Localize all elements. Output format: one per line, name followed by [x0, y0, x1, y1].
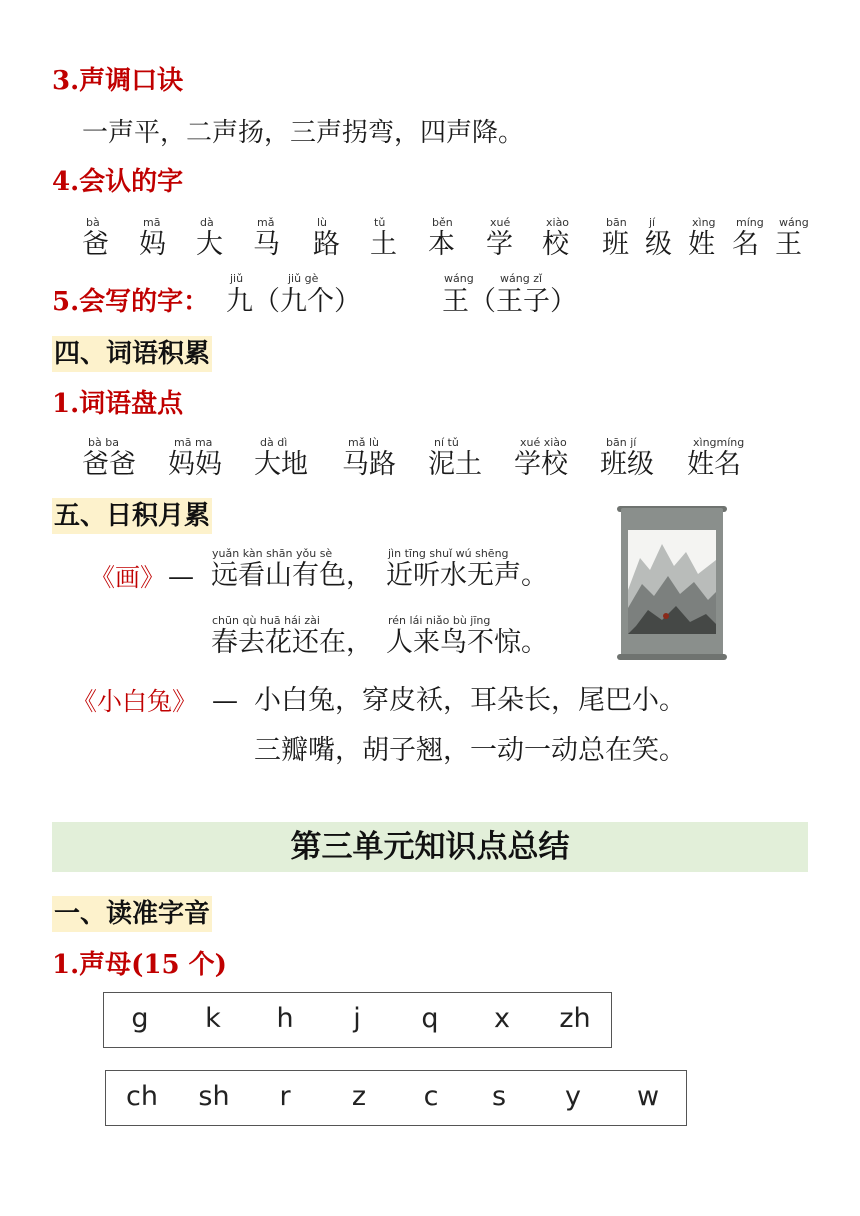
pinyin: mǎ lù: [348, 436, 379, 449]
pinyin: xìngmíng: [693, 436, 745, 449]
pinyin: tǔ: [374, 216, 386, 229]
recognize-char: 马: [253, 229, 280, 260]
poem-line: 春去花还在，: [211, 627, 373, 658]
vocab-word: 大地: [254, 449, 308, 480]
pinyin: jìn tīng shuǐ wú shēng: [388, 547, 509, 560]
poem-dash: —: [212, 686, 238, 716]
pinyin: dà dì: [260, 436, 288, 449]
tone-rhyme-text: 一声平，二声扬，三声拐弯，四声降。: [82, 118, 525, 148]
initial-letter: h: [276, 1003, 294, 1034]
poem-line: 小白兔，穿皮袄，耳朵长，尾巴小。: [254, 685, 686, 716]
section-3-title: 3.声调口诀: [52, 66, 184, 96]
write-char-wang: 王（王子）: [442, 286, 577, 317]
pinyin: wáng: [444, 272, 474, 285]
pinyin: xué xiào: [520, 436, 567, 449]
section-5-title: 5.会写的字：: [52, 287, 210, 317]
initial-letter: k: [205, 1003, 221, 1034]
heading-word-accumulation: 四、词语积累: [52, 336, 212, 372]
pinyin: rén lái niǎo bù jīng: [388, 614, 491, 627]
recognize-char: 校: [542, 229, 569, 260]
pinyin: mā: [143, 216, 161, 229]
poem-title-xiaobaitu: 《小白兔》: [72, 687, 198, 716]
scroll-rod-bottom: [617, 654, 727, 660]
initial-letter: j: [353, 1003, 361, 1034]
pinyin: xìng: [692, 216, 716, 229]
poem-line: 近听水无声。: [386, 560, 548, 591]
initial-letter: sh: [198, 1081, 230, 1112]
recognize-char: 学: [486, 229, 513, 260]
vocab-word: 妈妈: [168, 449, 222, 480]
pinyin: míng: [736, 216, 764, 229]
pinyin: ní tǔ: [434, 436, 459, 449]
pinyin: lù: [317, 216, 328, 229]
initial-letter: z: [351, 1081, 367, 1112]
recognize-char: 班: [602, 229, 629, 260]
vocab-word: 班级: [600, 449, 654, 480]
recognize-char: 妈: [139, 229, 166, 260]
pinyin: bà: [86, 216, 100, 229]
pinyin: xiào: [546, 216, 570, 229]
initial-letter: g: [131, 1003, 149, 1034]
pinyin: jiǔ: [230, 272, 244, 285]
pinyin: dà: [200, 216, 214, 229]
pinyin: wáng: [779, 216, 809, 229]
words-subtitle: 1.词语盘点: [52, 389, 184, 419]
initial-letter: q: [421, 1003, 439, 1034]
recognize-char: 级: [645, 229, 672, 260]
initial-letter: w: [636, 1081, 660, 1112]
recognize-char: 本: [428, 229, 455, 260]
pinyin: bà ba: [88, 436, 119, 449]
pinyin: jiǔ gè: [288, 272, 319, 285]
initial-letter: c: [423, 1081, 439, 1112]
recognize-char: 爸: [82, 229, 109, 260]
initial-letter: x: [494, 1003, 510, 1034]
pinyin: jí: [649, 216, 656, 229]
recognize-char: 大: [196, 229, 223, 260]
pinyin: běn: [432, 216, 453, 229]
vocab-word: 泥土: [428, 449, 482, 480]
initial-letter: r: [279, 1081, 291, 1112]
poem-dash: —: [168, 562, 194, 592]
poem-line: 三瓣嘴，胡子翘，一动一动总在笑。: [254, 735, 686, 766]
pinyin: wáng zǐ: [500, 272, 543, 285]
vocab-word: 爸爸: [82, 449, 136, 480]
heading-daily-accumulation: 五、日积月累: [52, 498, 212, 534]
heading-read-sounds: 一、读准字音: [52, 896, 212, 932]
section-4-title: 4.会认的字: [52, 167, 184, 197]
write-char-jiu: 九（九个）: [226, 286, 361, 317]
pinyin: yuǎn kàn shān yǒu sè: [212, 547, 333, 560]
recognize-char: 路: [313, 229, 340, 260]
poem-line: 人来鸟不惊。: [386, 627, 548, 658]
pinyin: bān jí: [606, 436, 637, 449]
poem-title-hua: 《画》: [90, 563, 166, 592]
pinyin: mā ma: [174, 436, 213, 449]
vocab-word: 马路: [342, 449, 396, 480]
recognize-char: 王: [775, 229, 802, 260]
poem-line: 远看山有色，: [211, 560, 373, 591]
vocab-word: 姓名: [687, 449, 741, 480]
unit-3-banner: 第三单元知识点总结: [52, 822, 808, 872]
pinyin: chūn qù huā hái zài: [212, 614, 320, 627]
pinyin: mǎ: [257, 216, 275, 229]
recognize-char: 姓: [688, 229, 715, 260]
initial-letter: s: [491, 1081, 507, 1112]
recognize-char: 名: [732, 229, 759, 260]
pinyin: bān: [606, 216, 627, 229]
initial-letter: zh: [559, 1003, 591, 1034]
pinyin: xué: [490, 216, 511, 229]
recognize-char: 土: [370, 229, 397, 260]
vocab-word: 学校: [514, 449, 568, 480]
initial-letter: y: [565, 1081, 581, 1112]
initial-letter: ch: [126, 1081, 158, 1112]
initials-subtitle: 1.声母(15 个): [52, 950, 227, 980]
landscape-painting-image: [628, 530, 716, 634]
